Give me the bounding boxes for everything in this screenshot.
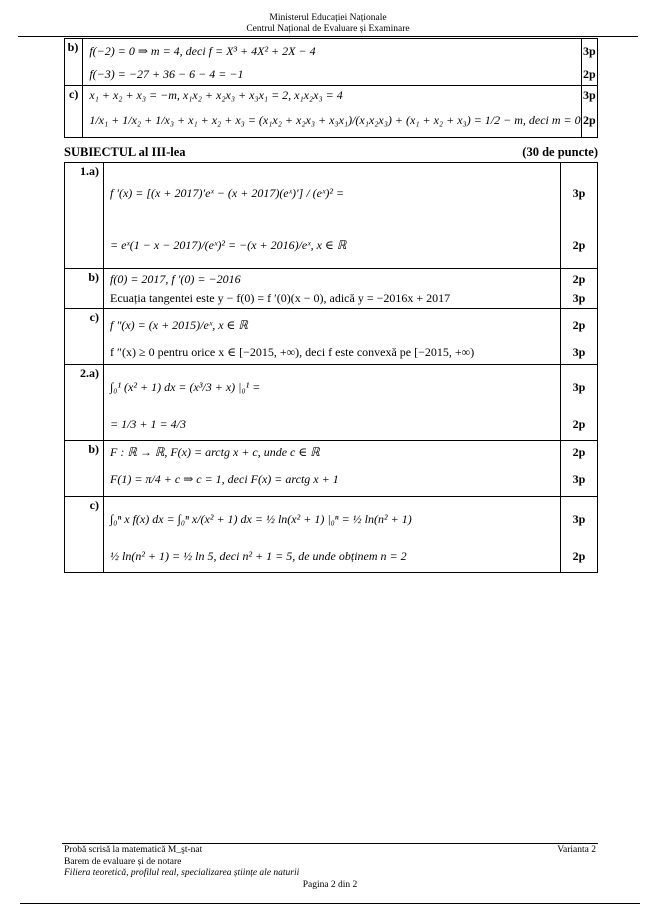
page-number: Pagina 2 din 2 <box>302 879 358 890</box>
footer-variant: Varianta 2 <box>557 845 596 855</box>
footer-divider <box>62 843 598 844</box>
solution-line: f ″(x) ≥ 0 pentru orice x ∈ [−2015, +∞), deci f este convexă pe [−2015, +∞) <box>110 345 475 359</box>
answer-table-subject-3 <box>64 162 598 573</box>
points: 3p <box>572 185 586 200</box>
answer-table-subject-2 <box>64 38 598 138</box>
points: 2p <box>572 417 586 431</box>
table-row <box>65 39 598 86</box>
table-row <box>65 163 598 269</box>
table-row <box>65 269 598 309</box>
points: 3p <box>572 472 586 486</box>
points: 2p <box>572 271 586 286</box>
table-row <box>65 309 598 365</box>
solution-line: Ecuația tangentei este y − f(0) = f ′(0)(x − 0), adică y = −2016x + 2017 <box>110 291 451 305</box>
points: 2p <box>572 444 586 459</box>
footer-barem: Barem de evaluare și de notare <box>64 856 182 867</box>
solution-line: 1/x₁ + 1/x₂ + 1/x₃ + x₁ + x₂ + x₃ = (x₁x₂ + x₂x₃ + x₃x₁)/(x₁x₂x₃) + (x₁ + x₂ + x₃) = 1/2 − m, deci m = 0 <box>89 113 581 127</box>
points: 3p <box>582 87 596 102</box>
item-label: 2.a) <box>65 365 104 441</box>
solution-line: x₁ + x₂ + x₃ = −m, x₁x₂ + x₂x₃ + x₃x₁ = 2, x₁x₂x₃ = 4 <box>89 87 343 102</box>
points: 3p <box>572 379 586 394</box>
section-points: (30 de puncte) <box>522 145 598 159</box>
item-label: 1.a) <box>65 163 104 269</box>
header-ministry: Ministerul Educației Naționale <box>269 13 387 23</box>
footer-filiera: Filiera teoretică, profilul real, specializarea științe ale naturii <box>64 868 300 878</box>
section-title: SUBIECTUL al III-lea <box>64 145 186 159</box>
table-row <box>65 86 598 138</box>
points: 2p <box>572 549 586 563</box>
section-heading <box>64 145 598 160</box>
solution-line: f ″(x) = (x + 2015)/eˣ, x ∈ ℝ <box>110 317 248 332</box>
table-row <box>65 441 598 497</box>
solution-line: = 1/3 + 1 = 4/3 <box>110 417 186 431</box>
item-label: c) <box>65 86 83 138</box>
footer-exam: Probă scrisă la matematică M_şt-nat <box>64 845 203 855</box>
header-divider <box>18 36 638 37</box>
points: 2p <box>582 113 596 127</box>
points: 3p <box>582 43 596 58</box>
solution-line: ½ ln(n² + 1) = ½ ln 5, deci n² + 1 = 5, de unde obținem n = 2 <box>110 549 407 563</box>
item-label: b) <box>65 39 83 86</box>
points: 2p <box>572 317 586 332</box>
item-label: c) <box>65 497 104 573</box>
points: 3p <box>572 291 586 305</box>
solution-line: = eˣ(1 − x − 2017)/(eˣ)² = −(x + 2016)/eˣ, x ∈ ℝ <box>110 238 347 252</box>
solution-line: ∫₀ⁿ x f(x) dx = ∫₀ⁿ x/(x² + 1) dx = ½ ln(x² + 1) |₀ⁿ = ½ ln(n² + 1) <box>110 511 412 526</box>
points: 3p <box>572 345 586 359</box>
points: 2p <box>572 238 586 252</box>
item-label: c) <box>65 309 104 365</box>
points: 2p <box>582 66 596 81</box>
points: 3p <box>572 511 586 526</box>
solution-line: f ′(x) = [(x + 2017)′eˣ − (x + 2017)(eˣ)′] / (eˣ)² = <box>110 185 345 200</box>
solution-line: f(0) = 2017, f ′(0) = −2016 <box>110 271 241 286</box>
solution-line: F : ℝ → ℝ, F(x) = arctg x + c, unde c ∈ ℝ <box>110 444 320 459</box>
solution-line: ∫₀¹ (x² + 1) dx = (x³/3 + x) |₀¹ = <box>110 379 261 394</box>
table-row <box>65 497 598 573</box>
table-row <box>65 365 598 441</box>
header-center: Centrul Național de Evaluare și Examinare <box>246 24 410 34</box>
solution-line: f(−2) = 0 ⇒ m = 4, deci f = X³ + 4X² + 2X − 4 <box>89 43 316 58</box>
item-label: b) <box>65 441 104 497</box>
page-bottom-edge <box>20 903 640 904</box>
solution-line: F(1) = π/4 + c ⇒ c = 1, deci F(x) = arctg x + 1 <box>110 472 339 486</box>
footer <box>64 845 596 891</box>
item-label: b) <box>65 269 104 309</box>
solution-line: f(−3) = −27 + 36 − 6 − 4 = −1 <box>89 66 244 81</box>
